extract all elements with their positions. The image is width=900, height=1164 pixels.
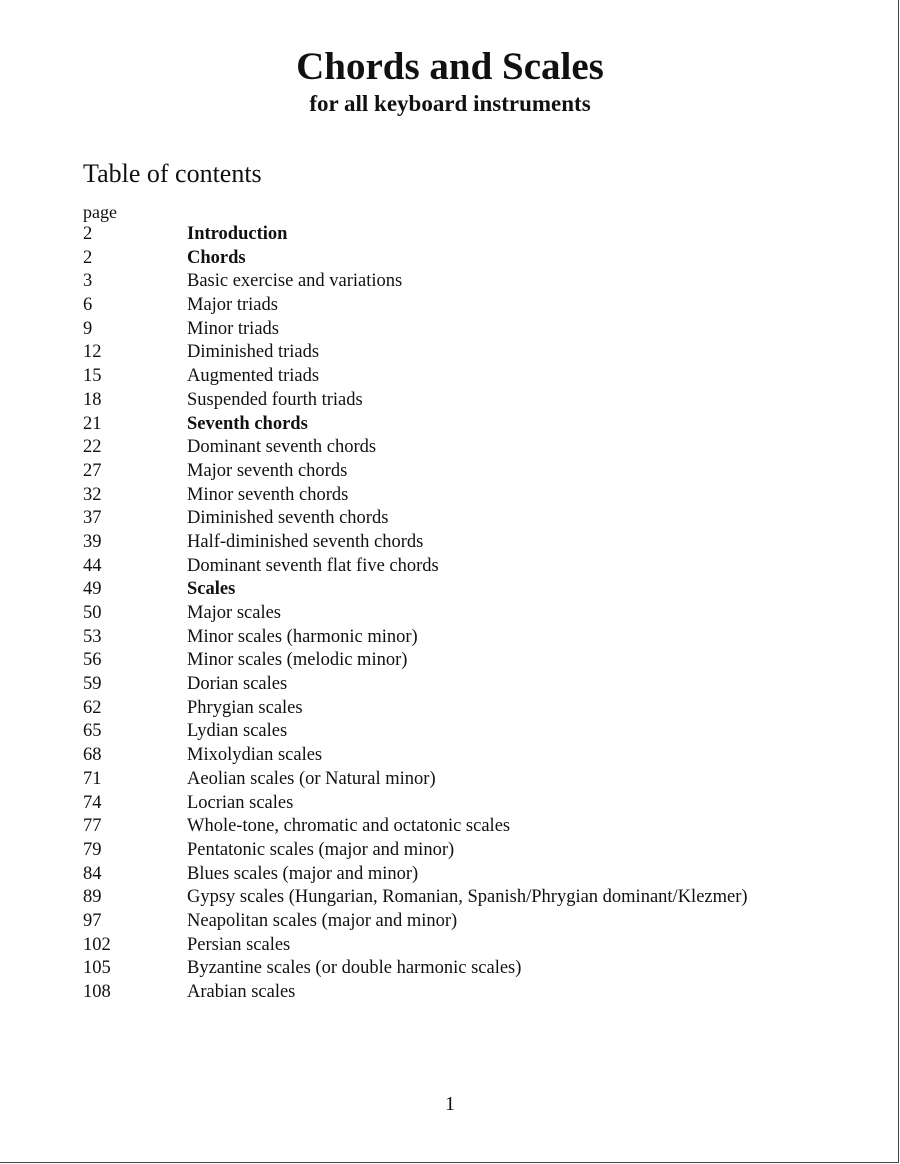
toc-entry-title: Seventh chords bbox=[187, 413, 308, 434]
toc-entry[interactable] bbox=[83, 507, 863, 531]
toc-page-number: 74 bbox=[83, 792, 102, 813]
toc-entry-title: Suspended fourth triads bbox=[187, 389, 363, 410]
document-subtitle: for all keyboard instruments bbox=[309, 91, 591, 116]
toc-entry-title: Basic exercise and variations bbox=[187, 271, 403, 292]
toc-entry-title: Major seventh chords bbox=[187, 460, 348, 481]
toc-entry[interactable] bbox=[83, 555, 863, 579]
toc-entry[interactable] bbox=[83, 294, 863, 318]
toc-entry-title: Lydian scales bbox=[187, 721, 288, 742]
toc-entry[interactable] bbox=[83, 697, 863, 721]
toc-entry-title: Dominant seventh chords bbox=[187, 437, 377, 458]
toc-entry-title: Neapolitan scales (major and minor) bbox=[187, 910, 458, 931]
toc-entry-title: Minor triads bbox=[187, 318, 279, 339]
toc-page-number: 39 bbox=[83, 531, 102, 552]
toc-page-number: 97 bbox=[83, 910, 102, 931]
toc-page-number: 79 bbox=[83, 839, 102, 860]
toc-entry[interactable] bbox=[83, 886, 863, 910]
toc-entry[interactable] bbox=[83, 484, 863, 508]
toc-entry[interactable] bbox=[83, 673, 863, 697]
toc-entry-title: Persian scales bbox=[187, 934, 291, 955]
toc-entry[interactable] bbox=[83, 389, 863, 413]
toc-entry[interactable] bbox=[83, 863, 863, 887]
toc-entry-title: Diminished triads bbox=[187, 342, 320, 363]
toc-entry-title: Dominant seventh flat five chords bbox=[187, 555, 439, 576]
toc-entry-title: Byzantine scales (or double harmonic scales) bbox=[187, 958, 522, 979]
toc-entry-title: Gypsy scales (Hungarian, Romanian, Spanish/Phrygian dominant/Klezmer) bbox=[187, 887, 748, 908]
toc-page-number: 68 bbox=[83, 745, 102, 766]
toc-entry-title: Locrian scales bbox=[187, 792, 294, 813]
toc-entry-title: Introduction bbox=[187, 224, 288, 244]
toc-list bbox=[83, 223, 863, 1005]
toc-entry[interactable] bbox=[83, 720, 863, 744]
toc-entry[interactable] bbox=[83, 318, 863, 342]
toc-entry[interactable] bbox=[83, 270, 863, 294]
toc-page-number: 105 bbox=[83, 958, 111, 979]
toc-page-number: 44 bbox=[83, 555, 102, 576]
page-column-label: page bbox=[83, 202, 117, 222]
footer-page-number: 1 bbox=[445, 1093, 455, 1115]
toc-entry-title: Diminished seventh chords bbox=[187, 508, 389, 529]
toc-entry[interactable] bbox=[83, 815, 863, 839]
toc-entry[interactable] bbox=[83, 934, 863, 958]
toc-page-number: 37 bbox=[83, 508, 102, 529]
toc-entry-title: Pentatonic scales (major and minor) bbox=[187, 839, 455, 860]
toc-entry[interactable] bbox=[83, 768, 863, 792]
toc-entry-title: Mixolydian scales bbox=[187, 745, 323, 766]
toc-entry-title: Minor scales (melodic minor) bbox=[187, 650, 408, 671]
toc-entry-title: Half-diminished seventh chords bbox=[187, 531, 424, 552]
toc-page-number: 77 bbox=[83, 816, 102, 837]
toc-page-number: 50 bbox=[83, 603, 102, 623]
toc-entry-title: Major scales bbox=[187, 603, 282, 623]
toc-entry[interactable] bbox=[83, 649, 863, 673]
toc-entry[interactable] bbox=[83, 436, 863, 460]
toc-entry[interactable] bbox=[83, 910, 863, 934]
toc-page-number: 2 bbox=[83, 224, 93, 244]
toc-page-number: 49 bbox=[83, 579, 102, 600]
toc-page-number: 108 bbox=[83, 982, 111, 1002]
toc-entry-title: Phrygian scales bbox=[187, 697, 303, 718]
toc-entry-title: Dorian scales bbox=[187, 674, 288, 695]
toc-page-number: 53 bbox=[83, 626, 102, 647]
toc-section-heading[interactable] bbox=[83, 413, 863, 437]
toc-page-number: 59 bbox=[83, 674, 102, 695]
toc-entry-title: Blues scales (major and minor) bbox=[187, 863, 419, 884]
toc-entry[interactable] bbox=[83, 957, 863, 981]
toc-entry[interactable] bbox=[83, 626, 863, 650]
toc-entry-title: Chords bbox=[187, 247, 246, 268]
toc-page-number: 27 bbox=[83, 460, 102, 481]
toc-section-heading[interactable] bbox=[83, 223, 863, 247]
toc-page-number: 18 bbox=[83, 389, 102, 410]
toc-entry-title: Augmented triads bbox=[187, 366, 320, 387]
toc-entry[interactable] bbox=[83, 531, 863, 555]
toc-page-number: 84 bbox=[83, 863, 102, 884]
toc-heading: Table of contents bbox=[83, 159, 262, 188]
toc-page-number: 62 bbox=[83, 697, 102, 718]
toc-entry-title: Minor seventh chords bbox=[187, 484, 349, 505]
toc-entry-title: Whole-tone, chromatic and octatonic scales bbox=[187, 816, 511, 837]
toc-entry-title: Major triads bbox=[187, 295, 278, 316]
document-title: Chords and Scales bbox=[296, 45, 604, 88]
toc-entry[interactable] bbox=[83, 341, 863, 365]
toc-page-number: 56 bbox=[83, 650, 102, 671]
toc-section-heading[interactable] bbox=[83, 247, 863, 271]
toc-page-number: 65 bbox=[83, 721, 102, 742]
toc-page-number: 102 bbox=[83, 934, 111, 955]
toc-entry[interactable] bbox=[83, 839, 863, 863]
toc-entry[interactable] bbox=[83, 602, 863, 626]
toc-entry[interactable] bbox=[83, 460, 863, 484]
toc-page-number: 12 bbox=[83, 342, 102, 363]
toc-entry[interactable] bbox=[83, 365, 863, 389]
toc-entry[interactable] bbox=[83, 792, 863, 816]
toc-page-number: 6 bbox=[83, 295, 93, 316]
toc-entry-title: Minor scales (harmonic minor) bbox=[187, 626, 418, 647]
toc-entry-title: Aeolian scales (or Natural minor) bbox=[187, 768, 436, 789]
toc-entry[interactable] bbox=[83, 744, 863, 768]
toc-entry[interactable] bbox=[83, 981, 863, 1005]
toc-page-number: 32 bbox=[83, 484, 102, 505]
toc-page-number: 15 bbox=[83, 366, 102, 387]
toc-page-number: 2 bbox=[83, 247, 93, 268]
toc-page-number: 22 bbox=[83, 437, 102, 458]
toc-page-number: 3 bbox=[83, 271, 93, 292]
toc-entry-title: Scales bbox=[187, 579, 236, 600]
toc-page-number: 71 bbox=[83, 768, 102, 789]
toc-entry-title: Arabian scales bbox=[187, 982, 296, 1002]
toc-page-number: 9 bbox=[83, 318, 93, 339]
toc-section-heading[interactable] bbox=[83, 578, 863, 602]
toc-page-number: 21 bbox=[83, 413, 102, 434]
toc-page-number: 89 bbox=[83, 887, 102, 908]
